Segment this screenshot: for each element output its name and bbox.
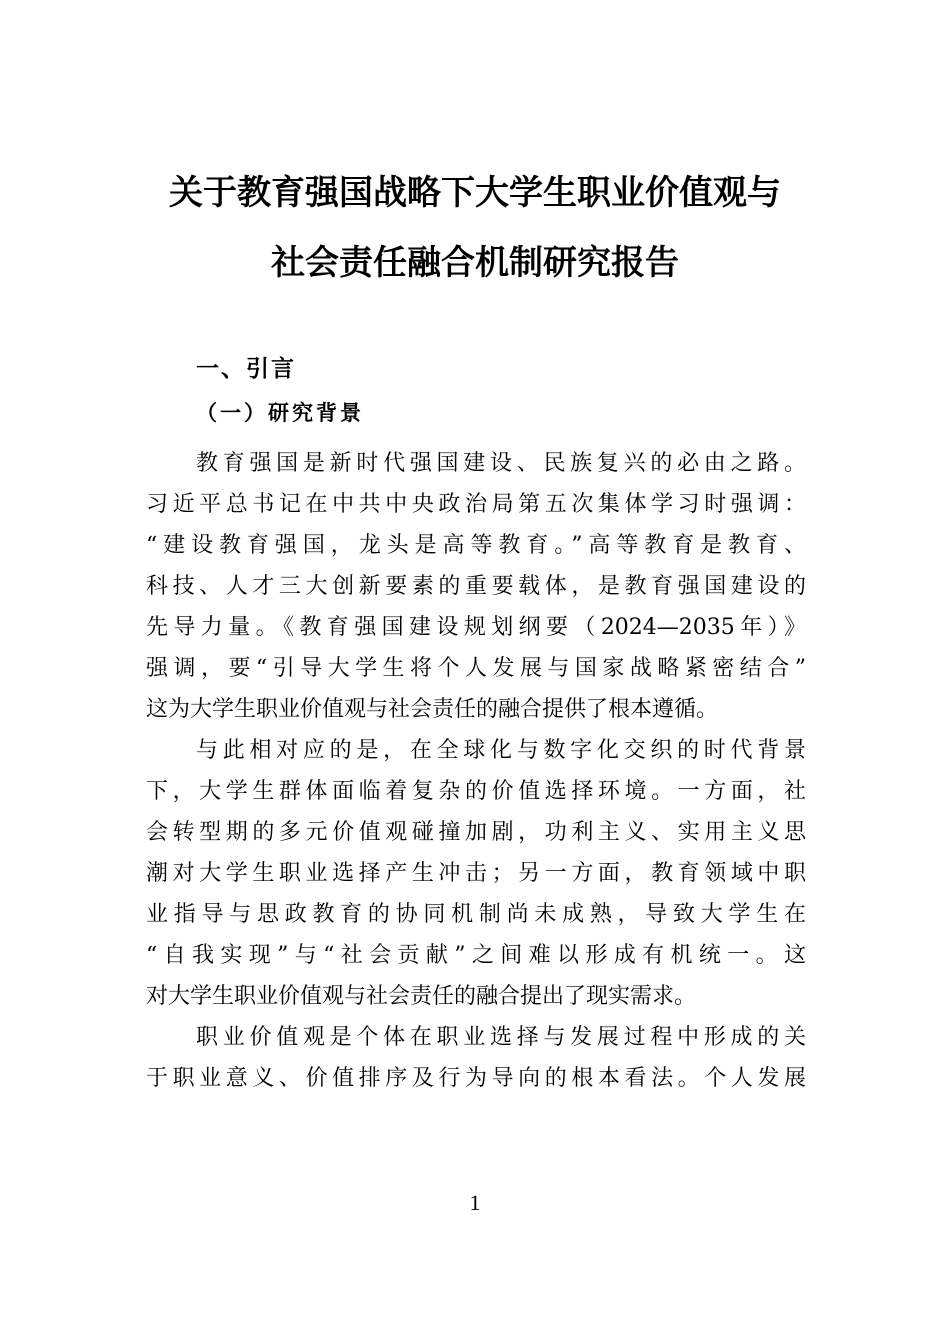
paragraph-1-line-1: 教育强国是新时代强国建设、民族复兴的必由之路。 [196, 451, 806, 476]
paragraph-2-line-6: “自我实现”与“社会贡献”之间难以形成有机统一。这 [146, 943, 806, 968]
paragraph-3-line-1: 职业价值观是个体在职业选择与发展过程中形成的关 [196, 1025, 806, 1050]
paragraph-1-line-2: 习近平总书记在中共中央政治局第五次集体学习时强调： [146, 492, 806, 517]
paragraph-1-line-4: 科技、人才三大创新要素的重要载体，是教育强国建设的 [146, 574, 806, 599]
paragraph-2-line-1: 与此相对应的是，在全球化与数字化交织的时代背景 [196, 738, 806, 763]
paragraph-2-line-3: 会转型期的多元价值观碰撞加剧，功利主义、实用主义思 [146, 820, 806, 845]
paragraph-2-line-7: 对大学生职业价值观与社会责任的融合提出了现实需求。 [146, 984, 697, 1009]
subsection-heading-research-background: （一）研究背景 [196, 400, 364, 425]
paragraph-1-line-5: 先导力量。《教育强国建设规划纲要（2024—2035年）》 [146, 615, 806, 640]
report-title-line-1: 关于教育强国战略下大学生职业价值观与 [169, 173, 781, 213]
paragraph-1-line-7: 这为大学生职业价值观与社会责任的融合提供了根本遵循。 [146, 697, 719, 722]
paragraph-1-line-6: 强调，要“引导大学生将个人发展与国家战略紧密结合” [146, 656, 806, 681]
paragraph-2-line-4: 潮对大学生职业选择产生冲击；另一方面，教育领域中职 [146, 861, 806, 886]
report-title-line-2: 社会责任融合机制研究报告 [271, 243, 679, 283]
page-number: 1 [469, 1190, 481, 1215]
paragraph-2-line-2: 下，大学生群体面临着复杂的价值选择环境。一方面，社 [146, 779, 806, 804]
section-heading-introduction: 一、引言 [196, 356, 296, 382]
paragraph-1-line-3: “建设教育强国，龙头是高等教育。”高等教育是教育、 [146, 533, 806, 558]
paragraph-3-line-2: 于职业意义、价值排序及行为导向的根本看法。个人发展 [146, 1066, 806, 1091]
paragraph-2-line-5: 业指导与思政教育的协同机制尚未成熟，导致大学生在 [146, 902, 806, 927]
